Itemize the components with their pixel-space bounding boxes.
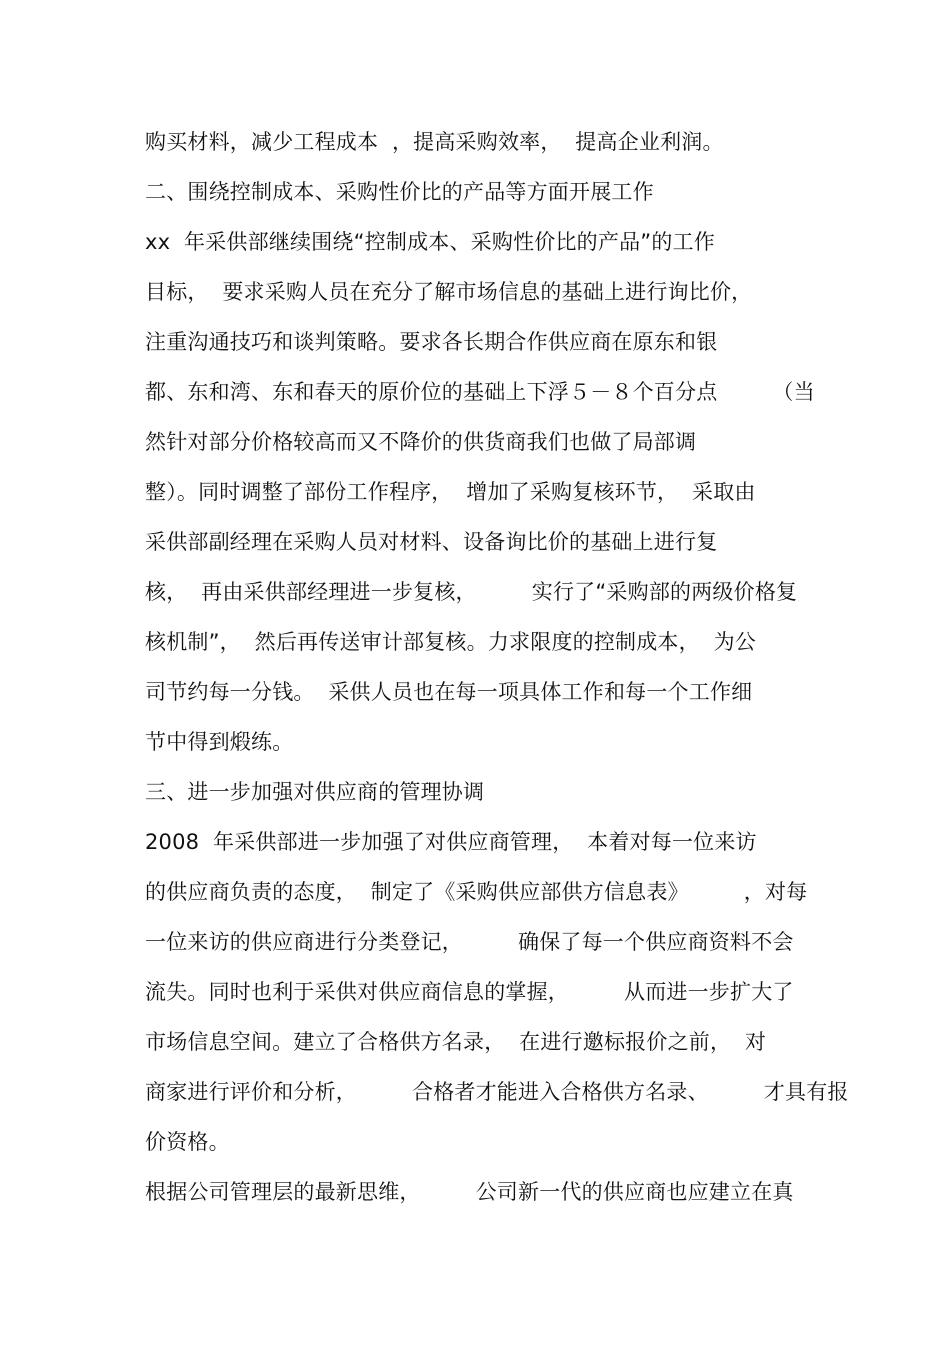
text-line: 整）。同时调整了部份工作程序， 增加了采购复核环节， 采取由: [145, 480, 756, 504]
text-line: 根据公司管理层的最新思维， 公司新一代的供应商也应建立在真: [145, 1180, 794, 1204]
text-line: 注重沟通技巧和谈判策略。要求各长期合作供应商在原东和银: [145, 330, 718, 354]
text-line: 一位来访的供应商进行分类登记， 确保了每一个供应商资料不会: [145, 930, 794, 954]
text-line: 流失。同时也利于采供对供应商信息的掌握， 从而进一步扩大了: [145, 980, 794, 1004]
text-line: 司节约每一分钱。 采供人员也在每一项具体工作和每一个工作细: [145, 680, 753, 704]
text-line: 商家进行评价和分析， 合格者才能进入合格供方名录、 才具有报: [145, 1080, 849, 1104]
text-line: 采供部副经理在采购人员对材料、设备询比价的基础上进行复: [145, 530, 718, 554]
text-line: 核机制”， 然后再传送审计部复核。力求限度的控制成本， 为公: [145, 630, 756, 654]
text-line: 然针对部分价格较高而又不降价的供货商我们也做了局部调: [145, 430, 697, 454]
text-line: 购买材料，减少工程成本 ，提高采购效率， 提高企业利润。: [145, 130, 724, 154]
section-heading: 二、围绕控制成本、采购性价比的产品等方面开展工作: [145, 180, 654, 204]
text-line: 节中得到煅练。: [145, 730, 294, 754]
text-line: xx 年采供部继续围绕“控制成本、采购性价比的产品”的工作: [145, 230, 715, 254]
text-line: 都、东和湾、东和春天的原价位的基础上下浮５－８个百分点 （当: [145, 380, 815, 404]
section-heading: 三、进一步加强对供应商的管理协调: [145, 780, 485, 804]
text-line: 价资格。: [145, 1130, 230, 1154]
text-line: 核， 再由采供部经理进一步复核， 实行了“采购部的两级价格复: [145, 580, 798, 604]
text-line: 目标， 要求采购人员在充分了解市场信息的基础上进行询比价，: [145, 280, 753, 304]
text-line: 的供应商负责的态度， 制定了《采购供应部供方信息表》 ，对每: [145, 880, 808, 904]
text-line: 2008 年采供部进一步加强了对供应商管理， 本着对每一位来访: [145, 830, 757, 854]
text-line: 市场信息空间。建立了合格供方名录， 在进行邀标报价之前， 对: [145, 1030, 767, 1054]
